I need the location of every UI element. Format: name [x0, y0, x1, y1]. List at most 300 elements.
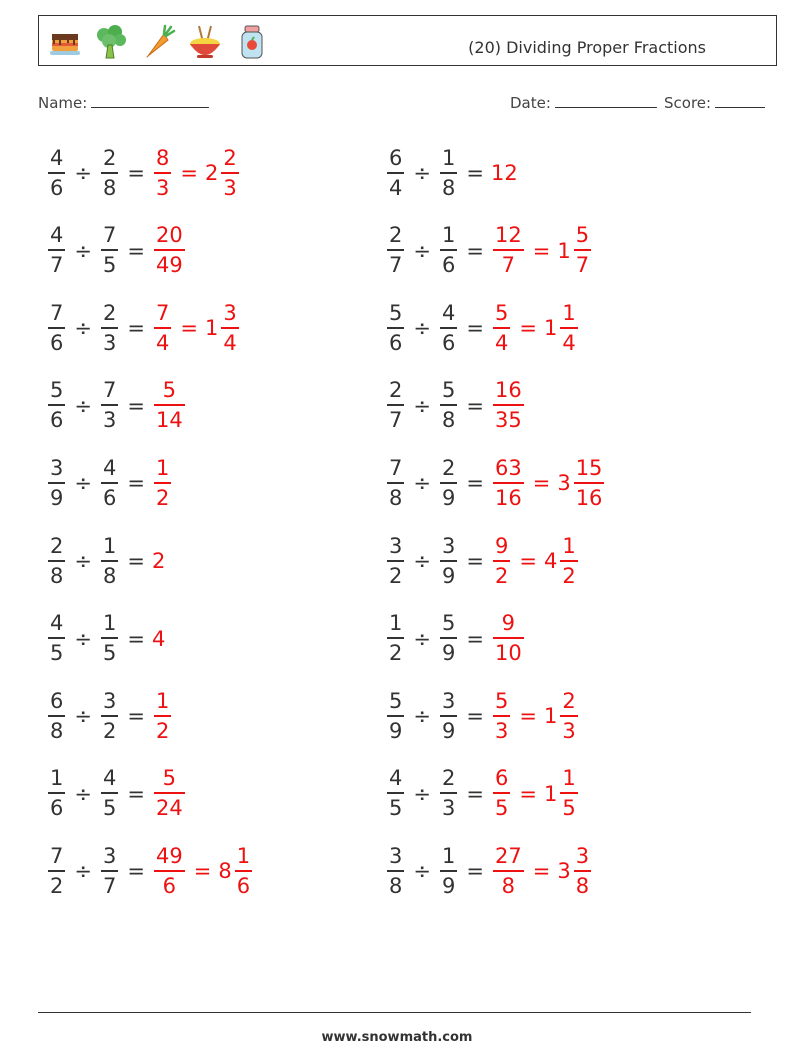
equals-sign: =	[466, 626, 484, 651]
denominator: 3	[102, 408, 117, 433]
numerator: 5	[50, 378, 64, 403]
divisor-fraction	[101, 380, 118, 431]
denominator: 6	[441, 253, 456, 278]
denominator: 2	[155, 718, 170, 743]
divide-sign: ÷	[74, 781, 92, 806]
answer-integer: 12	[490, 161, 518, 185]
divide-sign: ÷	[74, 393, 92, 418]
equals-sign: =	[466, 781, 484, 806]
numerator: 2	[389, 223, 403, 248]
divide-sign: ÷	[74, 626, 92, 651]
denominator: 2	[562, 563, 576, 588]
mixed-fraction	[560, 533, 577, 588]
denominator: 4	[494, 330, 509, 355]
problem-16	[385, 686, 580, 746]
numerator: 1	[50, 766, 64, 791]
answer-fraction	[154, 145, 171, 200]
denominator: 8	[575, 873, 590, 898]
numerator: 5	[494, 300, 509, 325]
answer-integer: 2	[151, 549, 166, 573]
mixed-whole: 1	[543, 316, 558, 341]
problem-17	[46, 764, 187, 824]
denominator: 9	[441, 873, 456, 898]
divisor-fraction	[101, 300, 118, 355]
broccoli-icon	[91, 22, 131, 62]
denominator: 2	[389, 641, 403, 666]
numerator: 2	[441, 766, 456, 791]
mixed-whole: 3	[557, 859, 571, 884]
problem-9	[46, 453, 173, 513]
numerator: 4	[102, 455, 117, 480]
dividend-fraction	[387, 225, 404, 276]
mixed-fraction	[574, 455, 605, 510]
denominator: 8	[389, 485, 403, 510]
denominator: 7	[389, 253, 403, 278]
answer-fraction	[493, 225, 524, 276]
denominator: 49	[155, 253, 183, 278]
denominator: 9	[441, 485, 456, 510]
numerator: 7	[155, 300, 170, 325]
numerator: 5	[389, 688, 403, 713]
denominator: 9	[441, 641, 456, 666]
equals-sign: =	[127, 238, 145, 263]
denominator: 2	[50, 873, 64, 898]
cake-icon	[44, 22, 84, 62]
denominator: 16	[575, 485, 603, 510]
numerator: 4	[389, 766, 403, 791]
answer-equals-sign: =	[532, 238, 551, 263]
worksheet-header	[38, 15, 777, 66]
dividend-fraction	[387, 455, 404, 510]
denominator: 6	[50, 796, 64, 821]
answer	[152, 549, 165, 573]
answer-fraction	[154, 455, 171, 510]
denominator: 24	[155, 796, 183, 821]
answer-fraction	[493, 300, 510, 355]
denominator: 5	[102, 796, 117, 821]
problem-19	[46, 841, 254, 901]
denominator: 7	[50, 253, 64, 278]
numerator: 3	[102, 688, 117, 713]
denominator: 3	[494, 718, 509, 743]
answer	[491, 843, 593, 898]
divisor-fraction	[101, 768, 118, 819]
answer-equals-sign: =	[519, 704, 537, 729]
numerator: 1	[562, 300, 576, 325]
denominator: 4	[223, 330, 237, 355]
numerator: 63	[494, 455, 522, 480]
problem-7	[46, 376, 187, 436]
dividend-fraction	[387, 613, 404, 664]
header-icons	[44, 22, 272, 62]
score-label: Score:	[664, 94, 712, 112]
mixed-whole: 1	[543, 704, 558, 729]
denominator: 7	[501, 253, 516, 278]
divisor-fraction	[440, 843, 457, 898]
mixed-fraction	[221, 145, 238, 200]
answer	[491, 768, 580, 819]
equals-sign: =	[127, 859, 145, 884]
name-blank[interactable]	[91, 93, 209, 108]
dividend-fraction	[48, 843, 65, 898]
divide-sign: ÷	[74, 471, 92, 496]
answer-equals-sign: =	[180, 316, 198, 341]
answer-equals-sign: =	[519, 781, 537, 806]
answer-equals-sign: =	[532, 471, 551, 496]
divisor-fraction	[101, 145, 118, 200]
date-label: Date:	[510, 94, 551, 112]
divide-sign: ÷	[74, 859, 92, 884]
denominator: 9	[50, 485, 64, 510]
mixed-fraction	[574, 843, 591, 898]
mixed-fraction	[235, 843, 252, 898]
name-field[interactable]	[38, 93, 209, 112]
denominator: 8	[102, 175, 117, 200]
numerator: 12	[494, 223, 522, 248]
dividend-fraction	[48, 688, 65, 743]
denominator: 7	[575, 253, 590, 278]
problem-4	[385, 221, 593, 281]
mixed-fraction	[560, 688, 577, 743]
answer	[152, 688, 173, 743]
answer	[491, 613, 526, 664]
numerator: 4	[102, 766, 117, 791]
denominator: 14	[155, 408, 183, 433]
numerator: 6	[389, 145, 403, 170]
divisor-fraction	[101, 613, 118, 664]
denominator: 8	[389, 873, 403, 898]
mixed-whole: 3	[557, 471, 571, 496]
answer	[491, 161, 518, 185]
problem-14	[385, 609, 526, 669]
denominator: 6	[389, 330, 403, 355]
dividend-fraction	[387, 843, 404, 898]
numerator: 7	[50, 300, 64, 325]
problem-18	[385, 764, 580, 824]
answer	[152, 455, 173, 510]
numerator: 2	[102, 145, 117, 170]
problem-3	[46, 221, 187, 281]
mixed-whole: 1	[204, 316, 219, 341]
equals-sign: =	[466, 238, 484, 263]
divisor-fraction	[101, 843, 118, 898]
denominator: 3	[441, 796, 456, 821]
equals-sign: =	[466, 549, 484, 573]
numerator: 8	[155, 145, 170, 170]
denominator: 9	[441, 718, 456, 743]
equals-sign: =	[127, 161, 145, 185]
answer-equals-sign: =	[193, 859, 212, 884]
denominator: 7	[102, 873, 117, 898]
answer-equals-sign: =	[519, 316, 537, 341]
dividend-fraction	[387, 300, 404, 355]
numerator: 1	[102, 533, 117, 558]
equals-sign: =	[127, 316, 145, 341]
divisor-fraction	[440, 225, 457, 276]
denominator: 9	[389, 718, 403, 743]
denominator: 8	[102, 563, 117, 588]
rice-bowl-icon	[185, 22, 225, 62]
answer-fraction	[154, 843, 185, 898]
answer-fraction	[154, 688, 171, 743]
problem-2	[385, 143, 518, 203]
dividend-fraction	[48, 380, 65, 431]
mixed-whole: 1	[543, 781, 558, 806]
problem-5	[46, 298, 241, 358]
numerator: 3	[389, 843, 403, 868]
numerator: 49	[155, 843, 183, 868]
answer-fraction	[493, 613, 524, 664]
dividend-fraction	[48, 225, 65, 276]
numerator: 7	[102, 223, 117, 248]
divisor-fraction	[440, 768, 457, 819]
divisor-fraction	[440, 455, 457, 510]
denominator: 7	[389, 408, 403, 433]
numerator: 7	[389, 455, 403, 480]
numerator: 7	[50, 843, 64, 868]
divide-sign: ÷	[413, 549, 431, 573]
divide-sign: ÷	[74, 161, 92, 185]
denominator: 2	[389, 563, 403, 588]
page-title: (20) Dividing Proper Fractions	[468, 38, 706, 57]
answer	[491, 455, 606, 510]
divisor-fraction	[440, 380, 457, 431]
numerator: 2	[50, 533, 64, 558]
denominator: 6	[441, 330, 456, 355]
denominator: 5	[494, 796, 509, 821]
numerator: 2	[562, 688, 576, 713]
answer	[152, 145, 241, 200]
numerator: 7	[102, 378, 117, 403]
denominator: 3	[562, 718, 576, 743]
equals-sign: =	[466, 316, 484, 341]
footer-url: www.snowmath.com	[321, 1030, 473, 1045]
answer	[491, 380, 526, 431]
denominator: 8	[50, 718, 64, 743]
denominator: 16	[494, 485, 522, 510]
denominator: 35	[494, 408, 522, 433]
equals-sign: =	[466, 859, 484, 884]
divide-sign: ÷	[413, 704, 431, 729]
answer	[152, 380, 187, 431]
answer-fraction	[154, 225, 185, 276]
numerator: 2	[441, 455, 456, 480]
answer-fraction	[493, 768, 510, 819]
numerator: 1	[236, 843, 251, 868]
numerator: 1	[441, 145, 456, 170]
problem-13	[46, 609, 165, 669]
mixed-whole: 2	[204, 161, 219, 185]
equals-sign: =	[127, 471, 145, 496]
divide-sign: ÷	[74, 316, 92, 341]
divisor-fraction	[101, 455, 118, 510]
answer-fraction	[154, 300, 171, 355]
numerator: 1	[441, 223, 456, 248]
answer-equals-sign: =	[532, 859, 551, 884]
answer-fraction	[493, 843, 524, 898]
divide-sign: ÷	[74, 238, 92, 263]
answer-equals-sign: =	[519, 549, 537, 573]
answer	[152, 843, 254, 898]
numerator: 20	[155, 223, 183, 248]
mixed-fraction	[560, 768, 577, 819]
numerator: 3	[441, 533, 456, 558]
equals-sign: =	[127, 781, 145, 806]
answer-fraction	[154, 768, 185, 819]
equals-sign: =	[466, 704, 484, 729]
answer-equals-sign: =	[180, 161, 198, 185]
answer-fraction	[493, 688, 510, 743]
score-blank[interactable]	[715, 93, 765, 108]
equals-sign: =	[466, 393, 484, 418]
numerator: 2	[389, 378, 403, 403]
numerator: 5	[162, 378, 177, 403]
date-blank[interactable]	[555, 93, 657, 108]
dividend-fraction	[48, 768, 65, 819]
denominator: 4	[389, 175, 403, 200]
problem-20	[385, 841, 593, 901]
numerator: 3	[389, 533, 403, 558]
denominator: 5	[50, 641, 64, 666]
denominator: 4	[562, 330, 576, 355]
numerator: 16	[494, 378, 522, 403]
answer-fraction	[493, 455, 524, 510]
numerator: 1	[562, 533, 576, 558]
numerator: 9	[494, 533, 509, 558]
mixed-whole: 1	[557, 238, 571, 263]
numerator: 2	[102, 300, 117, 325]
equals-sign: =	[127, 549, 145, 573]
denominator: 2	[102, 718, 117, 743]
divide-sign: ÷	[413, 316, 431, 341]
equals-sign: =	[466, 161, 484, 185]
equals-sign: =	[127, 626, 145, 651]
dividend-fraction	[387, 380, 404, 431]
score-field[interactable]	[664, 93, 765, 112]
denominator: 6	[162, 873, 177, 898]
answer	[152, 627, 165, 651]
denominator: 5	[102, 641, 117, 666]
divide-sign: ÷	[413, 781, 431, 806]
divisor-fraction	[101, 533, 118, 588]
equals-sign: =	[466, 471, 484, 496]
denominator: 8	[441, 408, 456, 433]
problem-12	[385, 531, 580, 591]
divide-sign: ÷	[413, 238, 431, 263]
numerator: 1	[441, 843, 456, 868]
divisor-fraction	[101, 688, 118, 743]
numerator: 1	[155, 455, 170, 480]
numerator: 15	[575, 455, 603, 480]
denominator: 3	[155, 175, 170, 200]
dividend-fraction	[48, 145, 65, 200]
numerator: 4	[50, 145, 64, 170]
dividend-fraction	[387, 145, 404, 200]
numerator: 1	[102, 611, 117, 636]
date-field[interactable]	[510, 93, 657, 112]
mixed-whole: 4	[543, 549, 558, 573]
answer-fraction	[493, 533, 510, 588]
numerator: 4	[50, 611, 64, 636]
answer-fraction	[493, 380, 524, 431]
problem-11	[46, 531, 165, 591]
answer	[152, 300, 241, 355]
numerator: 1	[562, 766, 576, 791]
answer	[491, 688, 580, 743]
mixed-fraction	[560, 300, 577, 355]
denominator: 6	[102, 485, 117, 510]
problem-6	[385, 298, 580, 358]
jam-jar-icon	[232, 22, 272, 62]
numerator: 3	[50, 455, 64, 480]
numerator: 3	[575, 843, 590, 868]
numerator: 5	[494, 688, 509, 713]
mixed-whole: 8	[218, 859, 232, 884]
dividend-fraction	[48, 455, 65, 510]
divide-sign: ÷	[74, 704, 92, 729]
divisor-fraction	[440, 300, 457, 355]
numerator: 5	[389, 300, 403, 325]
name-label: Name:	[38, 94, 88, 112]
denominator: 3	[102, 330, 117, 355]
numerator: 1	[389, 611, 403, 636]
divide-sign: ÷	[413, 393, 431, 418]
numerator: 3	[441, 688, 456, 713]
divisor-fraction	[440, 533, 457, 588]
dividend-fraction	[48, 613, 65, 664]
mixed-fraction	[221, 300, 238, 355]
denominator: 8	[501, 873, 516, 898]
divide-sign: ÷	[413, 161, 431, 185]
numerator: 4	[441, 300, 456, 325]
denominator: 8	[50, 563, 64, 588]
numerator: 3	[223, 300, 237, 325]
denominator: 6	[50, 408, 64, 433]
dividend-fraction	[387, 768, 404, 819]
denominator: 5	[562, 796, 576, 821]
carrot-icon	[138, 22, 178, 62]
numerator: 6	[494, 766, 509, 791]
numerator: 27	[494, 843, 522, 868]
answer-fraction	[154, 380, 185, 431]
numerator: 4	[50, 223, 64, 248]
answer	[152, 768, 187, 819]
denominator: 6	[236, 873, 251, 898]
problem-10	[385, 453, 606, 513]
numerator: 5	[441, 611, 456, 636]
answer-integer: 4	[151, 626, 166, 651]
divide-sign: ÷	[74, 549, 92, 573]
equals-sign: =	[127, 704, 145, 729]
divisor-fraction	[101, 225, 118, 276]
denominator: 5	[102, 253, 117, 278]
denominator: 3	[223, 175, 237, 200]
numerator: 3	[102, 843, 117, 868]
divide-sign: ÷	[413, 859, 431, 884]
denominator: 9	[441, 563, 456, 588]
denominator: 2	[155, 485, 170, 510]
footer-divider	[38, 1012, 751, 1013]
denominator: 10	[494, 641, 522, 666]
divide-sign: ÷	[413, 471, 431, 496]
dividend-fraction	[387, 688, 404, 743]
numerator: 2	[223, 145, 237, 170]
denominator: 2	[494, 563, 509, 588]
denominator: 8	[441, 175, 456, 200]
problem-1	[46, 143, 241, 203]
numerator: 5	[162, 766, 177, 791]
denominator: 5	[389, 796, 403, 821]
